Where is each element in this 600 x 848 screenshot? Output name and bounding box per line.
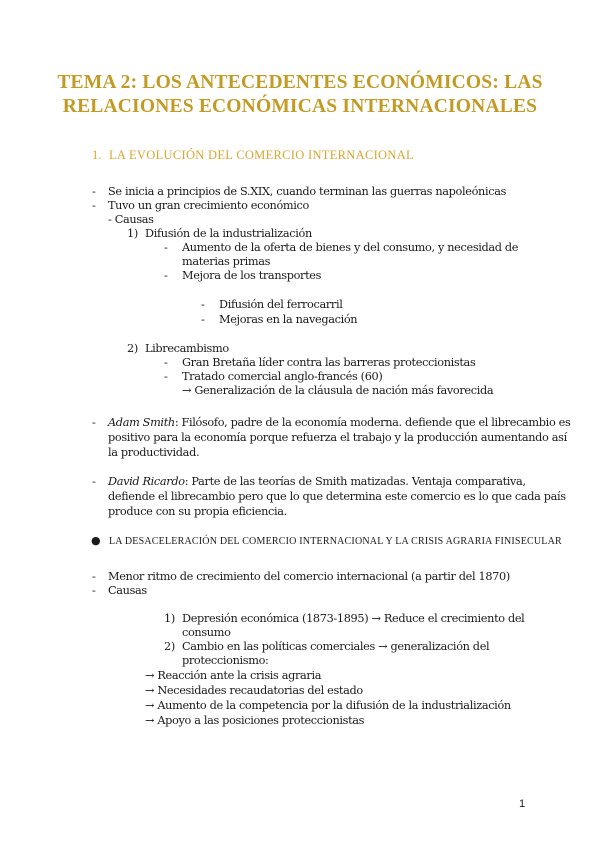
list-number: 1) <box>164 612 175 625</box>
list-item: Mejoras en la navegación <box>219 313 358 326</box>
list-item: Cambio en las políticas comerciales → generalización del <box>182 640 490 653</box>
list-item-causas: - Causas <box>108 213 154 226</box>
list-item: Depresión económica (1873-1895) → Reduce el crecimiento del <box>182 612 525 625</box>
list-item-arrow: → Necesidades recaudatorias del estado <box>145 684 363 697</box>
list-item: Difusión del ferrocarril <box>219 298 343 311</box>
page-number: 1 <box>519 798 526 810</box>
dash-bullet: - <box>201 298 205 311</box>
list-item-arrow: → Reacción ante la crisis agraria <box>145 669 322 682</box>
list-item: Mejora de los transportes <box>182 269 322 282</box>
dash-bullet: - <box>201 313 205 326</box>
dash-bullet: - <box>92 570 96 583</box>
list-item-continuation: proteccionismo: <box>182 654 269 667</box>
dash-bullet: - <box>164 241 168 254</box>
dash-bullet: - <box>92 475 96 488</box>
list-item-continuation: consumo <box>182 626 231 639</box>
list-item: Difusión de la industrialización <box>145 227 312 240</box>
adam-smith-paragraph-line-1: Adam Smith: Filósofo, padre de la economía moderna. defiende que el librecambio es <box>108 416 571 429</box>
list-number: 1) <box>127 227 138 240</box>
page-title-line-2: RELACIONES ECONÓMICAS INTERNACIONALES <box>62 96 538 117</box>
list-item: Se inicia a principios de S.XIX, cuando terminan las guerras napoleónicas <box>108 185 507 198</box>
adam-smith-paragraph-line-2: positivo para la economía porque refuerza el trabajo y la producción aumentando así <box>108 431 567 444</box>
page-title-line-1: TEMA 2: LOS ANTECEDENTES ECONÓMICOS: LAS <box>57 72 543 93</box>
list-item-arrow: → Aumento de la competencia por la difusión de la industrialización <box>145 699 511 712</box>
david-ricardo-paragraph-line-2: defiende el librecambio pero que lo que determina este comercio es lo que cada país <box>108 490 566 503</box>
section-1-number: 1. <box>92 148 102 162</box>
dash-bullet: - <box>164 356 168 369</box>
dash-bullet: - <box>92 185 96 198</box>
dash-bullet: - <box>92 416 96 429</box>
david-ricardo-paragraph-line-3: produce con su propia eficiencia. <box>108 505 287 518</box>
david-ricardo-name: David Ricardo <box>108 475 185 488</box>
list-item: Causas <box>108 584 147 597</box>
bullet-icon: ● <box>91 534 101 547</box>
list-number: 2) <box>164 640 175 653</box>
section-1-heading: LA EVOLUCIÓN DEL COMERCIO INTERNACIONAL <box>109 148 414 162</box>
list-item: Menor ritmo de crecimiento del comercio internacional (a partir del 1870) <box>108 570 510 583</box>
list-item: Gran Bretaña líder contra las barreras proteccionistas <box>182 356 476 369</box>
list-item: Tuvo un gran crecimiento económico <box>108 199 309 212</box>
list-item-arrow: → Apoyo a las posiciones proteccionistas <box>145 714 365 727</box>
david-ricardo-paragraph-line-1: David Ricardo: Parte de las teorías de Smith matizadas. Ventaja comparativa, <box>108 475 526 488</box>
list-item: Librecambismo <box>145 342 229 355</box>
list-number: 2) <box>127 342 138 355</box>
adam-smith-name: Adam Smith <box>108 416 175 429</box>
dash-bullet: - <box>164 269 168 282</box>
section-2-heading: LA DESACELERACIÓN DEL COMERCIO INTERNACIONAL Y LA CRISIS AGRARIA FINISECULAR <box>109 536 562 547</box>
dash-bullet: - <box>92 199 96 212</box>
adam-smith-paragraph-line-3: la productividad. <box>108 446 200 459</box>
list-item-arrow: → Generalización de la cláusula de nación más favorecida <box>182 384 494 397</box>
dash-bullet: - <box>164 370 168 383</box>
list-item: Aumento de la oferta de bienes y del consumo, y necesidad de <box>182 241 519 254</box>
list-item-continuation: materias primas <box>182 255 271 268</box>
dash-bullet: - <box>92 584 96 597</box>
list-item: Tratado comercial anglo-francés (60) <box>182 370 383 383</box>
